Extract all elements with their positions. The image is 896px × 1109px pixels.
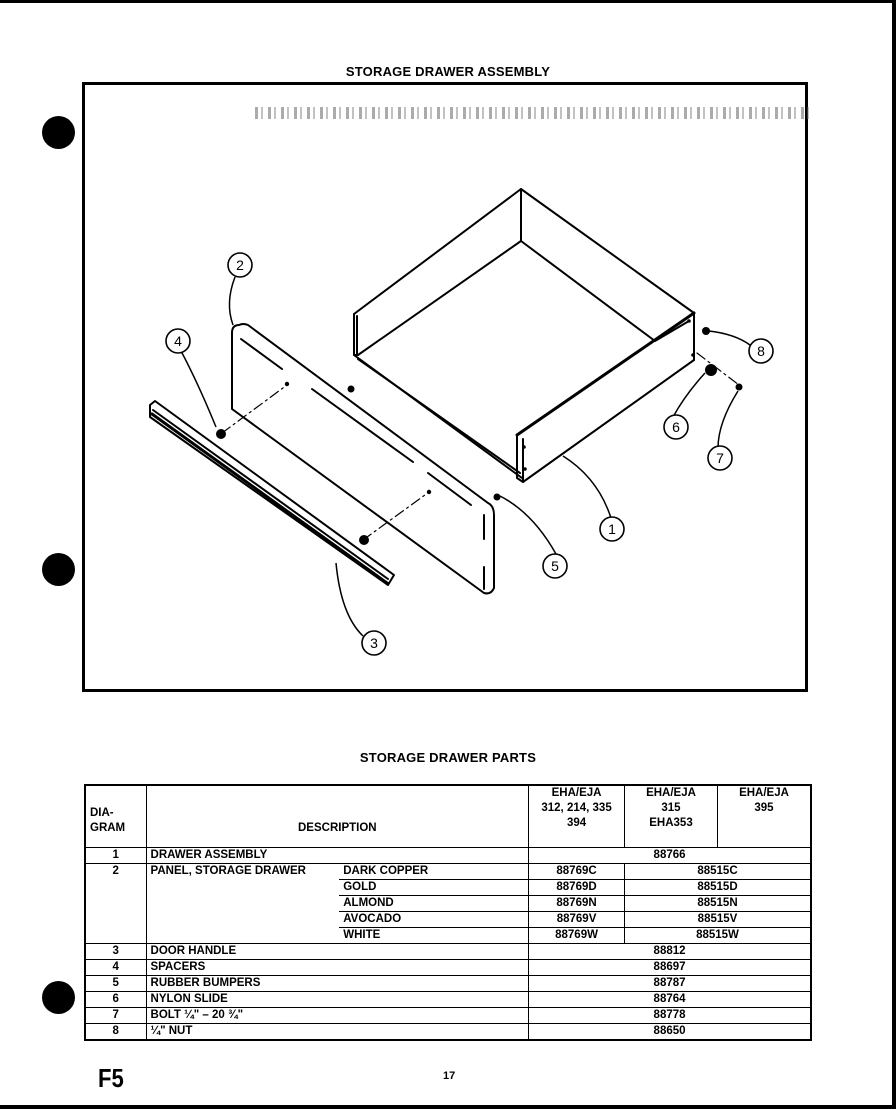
page-edge-top <box>0 0 896 3</box>
parts-table <box>84 784 812 1041</box>
door-handle-drawing <box>150 401 394 585</box>
diagram-number: 4 <box>85 959 146 975</box>
color-variant: DARK COPPER <box>339 863 528 879</box>
header-model-c <box>717 785 811 847</box>
callout-4-label: 4 <box>174 333 182 349</box>
table-row <box>85 1023 811 1040</box>
diagram-title: STORAGE DRAWER ASSEMBLY <box>345 64 551 79</box>
part-number: 88812 <box>529 943 811 959</box>
diagram-number: 3 <box>85 943 146 959</box>
callout-1-label: 1 <box>608 521 616 537</box>
callout-5-label: 5 <box>551 558 559 574</box>
spacer-left <box>216 429 226 439</box>
color-variant: AVOCADO <box>339 911 528 927</box>
diagram-number: 7 <box>85 1007 146 1023</box>
diagram-number: 2 <box>85 863 146 943</box>
header-model-b <box>625 785 718 847</box>
part-number: 88766 <box>529 847 811 863</box>
diagram-number: 5 <box>85 975 146 991</box>
page-edge-right <box>892 0 896 1109</box>
callout-3-label: 3 <box>370 635 378 651</box>
bumper-left <box>348 386 355 393</box>
part-number-a: 88769V <box>529 911 625 927</box>
header-model-b-line3: EHA353 <box>649 817 693 829</box>
spacer-right <box>359 535 369 545</box>
part-description: BOLT ¼" – 20 ¾" <box>146 1007 529 1023</box>
part-number-bc: 88515C <box>625 863 812 879</box>
nut-8 <box>702 327 710 335</box>
part-number-bc: 88515D <box>625 879 812 895</box>
header-diagram <box>85 785 146 847</box>
color-variant: ALMOND <box>339 895 528 911</box>
callout-8-label: 8 <box>757 343 765 359</box>
table-row <box>85 847 811 863</box>
diagram-number: 6 <box>85 991 146 1007</box>
header-model-c-line1: EHA/EJA <box>739 787 789 799</box>
section-code: F5 <box>98 1063 124 1093</box>
part-number-bc: 88515V <box>625 911 812 927</box>
part-number: 88778 <box>529 1007 811 1023</box>
bumper-right <box>494 494 501 501</box>
part-description: RUBBER BUMPERS <box>146 975 529 991</box>
table-row <box>85 959 811 975</box>
part-number: 88787 <box>529 975 811 991</box>
header-model-c-line2: 395 <box>754 802 774 814</box>
color-variant: WHITE <box>339 927 528 943</box>
part-number: 88650 <box>529 1023 811 1040</box>
exploded-diagram <box>82 82 808 692</box>
binder-hole-middle <box>42 553 75 586</box>
header-model-b-line2: 315 <box>661 802 681 814</box>
callout-7-label: 7 <box>716 450 724 466</box>
part-number-a: 88769W <box>529 927 625 943</box>
binder-hole-bottom <box>42 981 75 1014</box>
part-number-bc: 88515N <box>625 895 812 911</box>
diagram-number: 8 <box>85 1023 146 1040</box>
bolt-7 <box>736 384 743 391</box>
header-model-a-line1: EHA/EJA <box>551 787 602 799</box>
diagram-number: 1 <box>85 847 146 863</box>
table-row <box>85 1007 811 1023</box>
color-variant: GOLD <box>339 879 528 895</box>
part-number: 88697 <box>529 959 811 975</box>
header-model-a <box>529 785 625 847</box>
header-model-a-line3: 394 <box>566 817 587 829</box>
part-description: SPACERS <box>146 959 529 975</box>
header-diagram-line1: DIA- <box>90 807 114 820</box>
table-row <box>85 991 811 1007</box>
part-number-bc: 88515W <box>625 927 812 943</box>
part-number-a: 88769N <box>529 895 625 911</box>
binder-hole-top <box>42 116 75 149</box>
drawer-box-drawing <box>354 189 694 482</box>
header-model-b-line1: EHA/EJA <box>646 787 696 799</box>
header-model-a-line2: 312, 214, 335 <box>541 802 612 814</box>
page-edge-bottom <box>0 1105 896 1109</box>
part-number: 88764 <box>529 991 811 1007</box>
callout-6-label: 6 <box>672 419 680 435</box>
part-number-a: 88769C <box>529 863 625 879</box>
callout-2-label: 2 <box>236 257 244 273</box>
part-description: NYLON SLIDE <box>146 991 529 1007</box>
table-row <box>85 863 811 879</box>
nylon-slide-6 <box>705 364 717 376</box>
page-number: 17 <box>443 1070 456 1082</box>
part-description: PANEL, STORAGE DRAWER <box>146 863 339 943</box>
table-header-row <box>85 785 811 847</box>
header-description: DESCRIPTION <box>146 785 529 847</box>
part-description: DOOR HANDLE <box>146 943 529 959</box>
part-number-a: 88769D <box>529 879 625 895</box>
table-row <box>85 943 811 959</box>
part-description: ¼" NUT <box>146 1023 529 1040</box>
part-description: DRAWER ASSEMBLY <box>146 847 529 863</box>
header-diagram-line2: GRAM <box>90 822 126 835</box>
table-row <box>85 975 811 991</box>
drawer-exploded-view <box>85 85 805 689</box>
parts-table-title: STORAGE DRAWER PARTS <box>359 750 537 765</box>
